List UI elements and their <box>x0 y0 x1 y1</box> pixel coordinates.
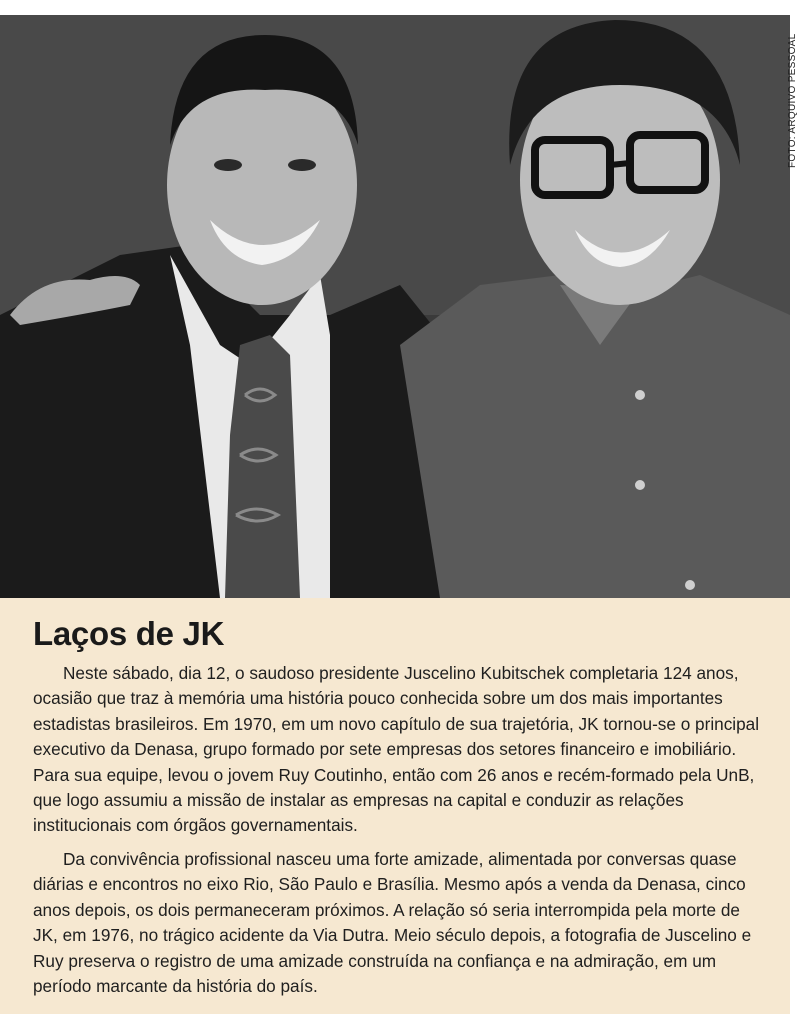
article-title: Laços de JK <box>33 615 225 652</box>
photo-credit: FOTO: ARQUIVO PESSOAL <box>787 33 798 168</box>
article-paragraph: Neste sábado, dia 12, o saudoso presidente Juscelino Kubitschek completaria 124 anos, ocasião que traz à memória uma história pouco conhecida sobre um dos mais importantes estadistas brasileiros. Em 1970, em um novo capítulo de sua trajetória, JK tornou-se o principal executivo da Denasa, grupo formado por sete empresas dos setores financeiro e imobiliário. Para sua equipe, levou o jovem Ruy Coutinho, então com 26 anos e recém-formado pela UnB, que logo assumiu a missão de instalar as empresas na capital e conduzir as relações institucionais com órgãos governamentais. <box>33 663 760 836</box>
archival-photo <box>0 15 790 598</box>
article-text-box <box>0 598 790 1014</box>
article-paragraph: Da convivência profissional nasceu uma forte amizade, alimentada por conversas quase diárias e encontros no eixo Rio, São Paulo e Brasília. Mesmo após a venda da Denasa, cinco anos depois, os dois permaneceram próximos. A relação só seria interrompida pela morte de JK, em 1976, no trágico acidente da Via Dutra. Meio século depois, a fotografia de Juscelino e Ruy preserva o registro de uma amizade construída na confiança e na admiração, em um período marcante da história do país. <box>33 849 752 997</box>
